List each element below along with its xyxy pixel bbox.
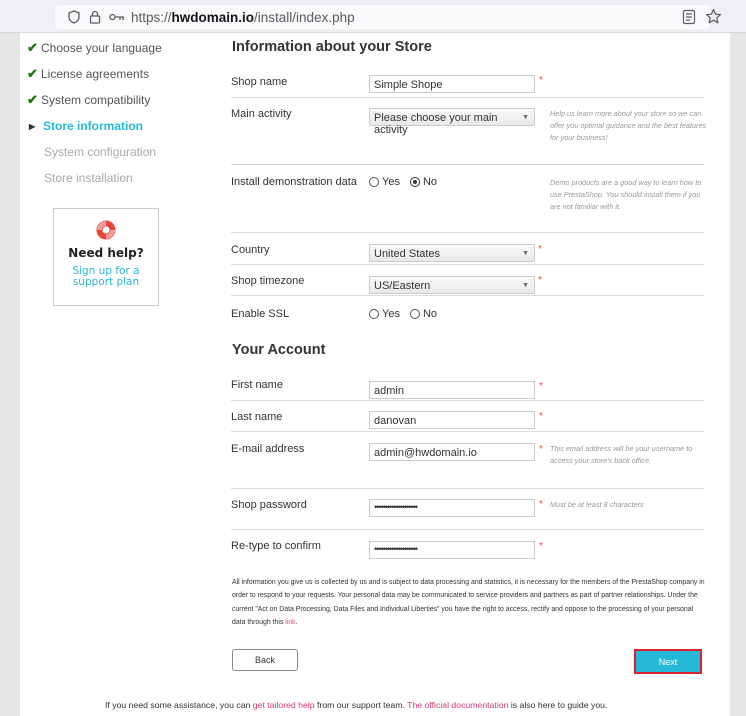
ssl-label: Enable SSL	[231, 308, 290, 320]
footer-text: is also here to guide you.	[508, 700, 608, 710]
confirm-password-row	[231, 531, 704, 561]
privacy-link[interactable]: link	[285, 619, 296, 627]
demo-yes-option[interactable]	[369, 176, 400, 188]
step-license-agreements	[27, 61, 177, 87]
timezone-row	[231, 266, 704, 296]
radio-button[interactable]	[369, 309, 379, 319]
install-steps	[27, 35, 177, 191]
help-box	[53, 208, 159, 306]
checkmark-icon: ✔	[27, 66, 38, 81]
step-system-configuration	[27, 139, 177, 165]
radio-label: Yes	[382, 176, 400, 188]
main-activity-hint: Help us learn more about your store so we can offer you optimal guidance and the best features for your business!	[550, 109, 707, 142]
browser-toolbar	[0, 0, 746, 33]
step-label: System compatibility	[41, 93, 151, 107]
email-hint: This email address will be your username to access your store's back office.	[550, 444, 693, 465]
account-heading: Your Account	[232, 342, 326, 358]
timezone-value: US/Eastern	[374, 280, 431, 292]
step-system-compatibility	[27, 87, 177, 113]
timezone-select[interactable]	[369, 276, 535, 294]
store-heading: Information about your Store	[232, 39, 432, 55]
timezone-label: Shop timezone	[231, 275, 305, 287]
step-choose-language	[27, 35, 177, 61]
first-name-input[interactable]: admin	[369, 381, 535, 399]
demo-no-option[interactable]	[410, 176, 437, 188]
ssl-row	[231, 297, 704, 327]
url-text: https://hwdomain.io/install/index.php	[131, 9, 355, 25]
first-name-row	[231, 376, 704, 401]
required-marker: *	[538, 275, 542, 286]
email-row	[231, 433, 704, 489]
address-bar[interactable]	[55, 5, 710, 29]
demo-data-row	[231, 166, 704, 233]
key-icon[interactable]	[109, 12, 125, 22]
back-button[interactable]: Back	[232, 649, 298, 671]
reader-view-icon[interactable]	[682, 9, 696, 25]
ssl-yes-option[interactable]	[369, 308, 400, 320]
step-label: Store information	[43, 119, 144, 133]
confirm-password-input[interactable]: ••••••••••••••••••••	[369, 541, 535, 559]
required-marker: *	[539, 541, 543, 552]
shield-icon[interactable]	[67, 10, 81, 24]
ssl-radios	[369, 308, 447, 320]
shop-name-input[interactable]: Simple Shope	[369, 75, 535, 93]
last-name-row	[231, 402, 704, 432]
assistance-footer	[105, 700, 607, 710]
radio-button-selected[interactable]	[410, 177, 420, 187]
required-marker: *	[538, 244, 542, 255]
tailored-help-link[interactable]: get tailored help	[252, 700, 315, 710]
required-marker: *	[539, 381, 543, 392]
shop-name-row	[231, 73, 704, 98]
footer-text: If you need some assistance, you can	[105, 700, 253, 710]
password-hint: Must be at least 8 characters	[550, 500, 644, 509]
confirm-password-label: Re-type to confirm	[231, 540, 321, 552]
country-value: United States	[374, 248, 441, 260]
checkmark-icon: ✔	[27, 40, 38, 55]
support-plan-link[interactable]: Sign up for a support plan	[72, 265, 140, 288]
last-name-label: Last name	[231, 411, 283, 423]
demo-data-radios	[369, 176, 447, 188]
ssl-no-option[interactable]	[410, 308, 437, 320]
step-label: System configuration	[44, 145, 157, 159]
email-label: E-mail address	[231, 443, 305, 455]
demo-data-hint: Demo products are a good way to learn how to use PrestaShop. You should install them if you are not familiar with it.	[550, 178, 702, 211]
current-step-arrow-icon: ▶	[29, 121, 36, 131]
installer-page	[20, 33, 730, 716]
privacy-notice-end: .	[295, 619, 298, 627]
main-activity-label: Main activity	[231, 108, 292, 120]
privacy-notice-text: All information you give us is collected by us and is subject to data processing and statistics, it is necessary for the members of the PrestaShop company in order to respond to your requests. Your personal data may be communicated to service providers and partners as part of partner relationships. Under the current "Act on Data Processing, Data Files and Individual Liberties" you have the right to access, rectify and oppose to the processing of your personal data through this	[232, 579, 705, 627]
radio-label: Yes	[382, 308, 400, 320]
main-activity-select[interactable]	[369, 108, 535, 136]
radio-label: No	[422, 176, 438, 188]
required-marker: *	[539, 411, 543, 422]
radio-button[interactable]	[410, 309, 420, 319]
country-select[interactable]	[369, 244, 535, 262]
main-activity-row	[231, 99, 707, 165]
country-row	[231, 234, 704, 265]
demo-data-label: Install demonstration data	[231, 176, 357, 188]
password-input[interactable]: ••••••••••••••••••••	[369, 499, 535, 517]
dropdown-caret-icon: ▼	[522, 114, 529, 121]
email-input[interactable]: admin@hwdomain.io	[369, 443, 535, 461]
radio-button[interactable]	[369, 177, 379, 187]
last-name-input[interactable]: danovan	[369, 411, 535, 429]
lifebuoy-icon	[95, 219, 117, 241]
radio-label: No	[422, 308, 438, 320]
step-label: Store installation	[44, 171, 133, 185]
lock-icon[interactable]	[89, 10, 101, 24]
password-label: Shop password	[231, 499, 307, 511]
step-store-installation	[27, 165, 177, 191]
privacy-notice	[232, 576, 706, 630]
first-name-label: First name	[231, 379, 283, 391]
step-label: Choose your language	[41, 41, 162, 55]
step-store-information	[27, 113, 177, 139]
dropdown-caret-icon: ▼	[522, 282, 529, 289]
help-title: Need help?	[68, 246, 144, 260]
shop-name-label: Shop name	[231, 76, 288, 88]
step-label: License agreements	[41, 67, 150, 81]
checkmark-icon: ✔	[27, 92, 38, 107]
dropdown-caret-icon: ▼	[522, 250, 529, 257]
next-button[interactable]: Next	[634, 649, 702, 674]
required-marker: *	[539, 444, 543, 455]
password-row	[231, 490, 704, 530]
bookmark-star-icon[interactable]	[705, 8, 722, 25]
main-activity-value: Please choose your main activity	[374, 112, 498, 136]
required-marker: *	[539, 75, 543, 86]
required-marker: *	[539, 499, 543, 510]
footer-text: from our support team.	[314, 700, 408, 710]
documentation-link[interactable]: The official documentation	[407, 700, 509, 710]
country-label: Country	[231, 244, 270, 256]
